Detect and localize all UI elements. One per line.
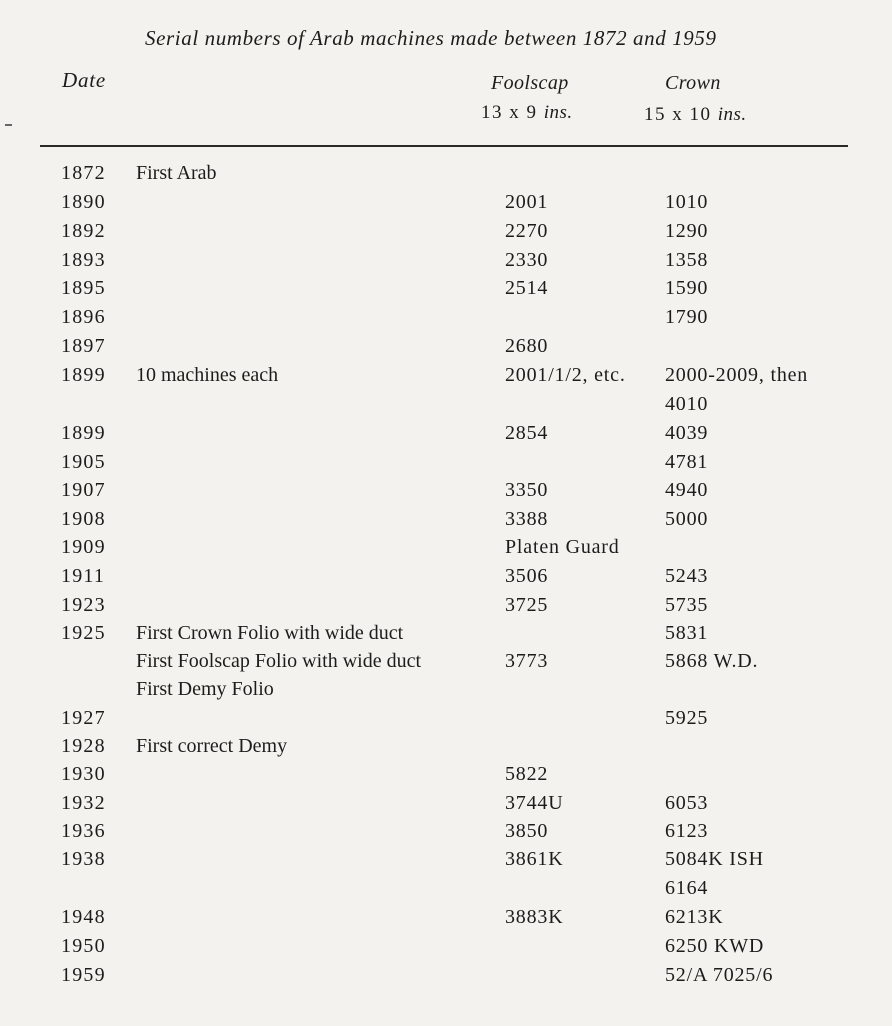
row-crown-serial: 5925	[665, 707, 709, 729]
row-year: 1895	[61, 277, 106, 299]
row-year: 1872	[61, 162, 106, 184]
row-crown-serial: 52/A 7025/6	[665, 964, 774, 986]
row-foolscap-serial: 2001	[505, 191, 549, 213]
header-rule	[40, 145, 848, 147]
row-year: 1893	[61, 249, 106, 271]
row-year: 1908	[61, 508, 106, 530]
row-note: 10 machines each	[136, 364, 279, 386]
row-year: 1928	[61, 735, 106, 757]
foolscap-size-label	[481, 102, 573, 124]
row-year: 1927	[61, 707, 106, 729]
row-year: 1925	[61, 622, 106, 644]
row-year: 1909	[61, 536, 106, 558]
row-year: 1923	[61, 594, 106, 616]
row-foolscap-serial: 3850	[505, 820, 549, 842]
crown-size-value: 15 x 10	[644, 104, 712, 125]
foolscap-column-header: Foolscap	[491, 72, 569, 94]
row-year: 1911	[61, 565, 106, 587]
row-year: 1899	[61, 364, 106, 386]
row-foolscap-serial: 2680	[505, 335, 549, 357]
row-foolscap-serial: 2854	[505, 422, 549, 444]
row-crown-serial: 5243	[665, 565, 709, 587]
row-foolscap-serial: 2514	[505, 277, 549, 299]
row-foolscap-serial: 5822	[505, 763, 549, 785]
row-year: 1907	[61, 479, 106, 501]
row-year: 1950	[61, 935, 106, 957]
row-year: 1892	[61, 220, 106, 242]
row-note: First Foolscap Folio with wide duct	[136, 650, 421, 672]
row-note: First Crown Folio with wide duct	[136, 622, 404, 644]
row-year: 1896	[61, 306, 106, 328]
crown-column-header: Crown	[665, 72, 721, 94]
row-crown-serial: 6164	[665, 877, 709, 899]
date-column-header: Date	[62, 68, 107, 92]
row-year: 1890	[61, 191, 106, 213]
row-foolscap-serial: 3725	[505, 594, 549, 616]
row-crown-serial: 4781	[665, 451, 709, 473]
row-crown-serial: 4940	[665, 479, 709, 501]
row-year: 1959	[61, 964, 106, 986]
row-year: 1930	[61, 763, 106, 785]
row-foolscap-serial: 2330	[505, 249, 549, 271]
row-foolscap-serial: 3506	[505, 565, 549, 587]
row-foolscap-serial: Platen Guard	[505, 536, 620, 558]
row-crown-serial: 1358	[665, 249, 709, 271]
crown-size-label	[644, 104, 747, 126]
row-crown-serial: 1590	[665, 277, 709, 299]
row-crown-serial: 4039	[665, 422, 709, 444]
row-crown-serial: 5868 W.D.	[665, 650, 759, 672]
row-foolscap-serial: 3773	[505, 650, 549, 672]
row-year: 1936	[61, 820, 106, 842]
margin-mark	[5, 124, 12, 126]
row-note: First Arab	[136, 162, 217, 184]
row-year: 1948	[61, 906, 106, 928]
row-year: 1932	[61, 792, 106, 814]
row-year: 1897	[61, 335, 106, 357]
row-crown-serial: 2000-2009, then	[665, 364, 809, 386]
row-crown-serial: 6213K	[665, 906, 724, 928]
row-crown-serial: 5000	[665, 508, 709, 530]
row-year: 1938	[61, 848, 106, 870]
row-year: 1905	[61, 451, 106, 473]
row-crown-serial: 6250 KWD	[665, 935, 765, 957]
row-foolscap-serial: 2001/1/2, etc.	[505, 364, 626, 386]
row-foolscap-serial: 3350	[505, 479, 549, 501]
row-foolscap-serial: 3744U	[505, 792, 564, 814]
row-crown-serial: 1290	[665, 220, 709, 242]
table-title: Serial numbers of Arab machines made between 1872 and 1959	[145, 26, 717, 50]
row-crown-serial: 6123	[665, 820, 709, 842]
row-note: First correct Demy	[136, 735, 288, 757]
row-year: 1899	[61, 422, 106, 444]
row-note: First Demy Folio	[136, 678, 274, 700]
row-crown-serial: 4010	[665, 393, 709, 415]
row-foolscap-serial: 2270	[505, 220, 549, 242]
crown-size-unit: ins.	[717, 104, 747, 125]
row-crown-serial: 5735	[665, 594, 709, 616]
row-foolscap-serial: 3861K	[505, 848, 564, 870]
row-crown-serial: 1010	[665, 191, 709, 213]
row-crown-serial: 5084K ISH	[665, 848, 764, 870]
row-crown-serial: 5831	[665, 622, 709, 644]
foolscap-size-value: 13 x 9	[481, 102, 538, 123]
row-crown-serial: 1790	[665, 306, 709, 328]
foolscap-size-unit: ins.	[543, 102, 573, 123]
row-crown-serial: 6053	[665, 792, 709, 814]
row-foolscap-serial: 3883K	[505, 906, 564, 928]
row-foolscap-serial: 3388	[505, 508, 549, 530]
